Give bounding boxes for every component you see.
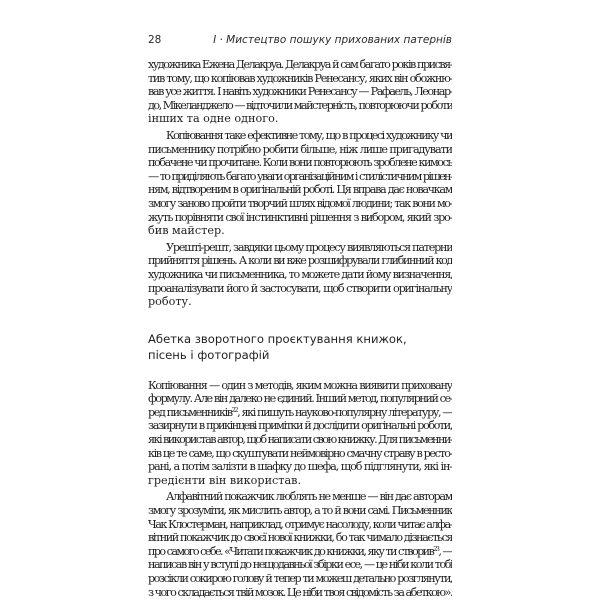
text-line: проаналізувати його й застосувати, щоб створити оригінальну <box>148 281 452 295</box>
text-line <box>148 545 452 559</box>
text-line: Чак Клостерман, наприклад, отримує насолоду, коли читає алфа- <box>148 517 452 531</box>
paragraph-4 <box>148 379 452 488</box>
text-line: прийняття рішень. А коли ви вже розшифрували глибинний код <box>148 254 452 268</box>
section-heading-line: пісень і фотографій <box>148 347 270 362</box>
footnote-ref: 23 <box>433 544 439 553</box>
footnote-ref: 22 <box>231 405 238 414</box>
text-line: ням, відтвореним в оригінальній роботі. Ця вправа дає новачкам <box>148 183 452 197</box>
text-line: з чого складається твій мозок. Це ніби твоя свідомість за абеткою». <box>148 585 452 599</box>
paragraph-2 <box>148 129 452 238</box>
text-line: художника чи письменника, то можете дати йому визначення, <box>148 267 452 281</box>
text-line: бив майстер. <box>148 224 225 238</box>
text-line <box>148 406 452 420</box>
paragraph-5 <box>148 490 452 599</box>
text-line: вав усе життя. І навіть художники Ренесансу — Рафаель, Леонар- <box>148 85 452 99</box>
running-title: І · Мистецтво пошуку прихованих патернів <box>213 34 452 46</box>
page-header <box>148 34 452 48</box>
paragraph-1 <box>148 58 452 126</box>
text-line: жуть порівняти свої інстинктивні рішення з вибором, який зро- <box>148 210 452 224</box>
text-line: побачене чи прочитане. Коли вони повторюють зроблене кимось <box>148 156 452 170</box>
text-line: Алфавітний покажчик люблять не менше — він дає авторам <box>166 490 452 504</box>
text-line: ків це те саме, що скуштувати неймовірно смачну страву в ресто- <box>148 446 452 460</box>
text-line: змогу заново пройти творчий шлях відомої людини; так вони мо- <box>148 196 452 210</box>
body-text <box>148 58 452 602</box>
text-line: Копіювання таке ефективне тому, що в процесі художнику чи <box>166 128 452 142</box>
text-line: роботу. <box>148 295 192 309</box>
text-line: тив тому, що копіював художників Ренесансу, яких він обожню- <box>148 71 452 85</box>
text-fragment: про самого себе. «Читати покажчик до книжки, яку ти створив <box>148 544 434 558</box>
text-line: написав він у вступі до нещодавньої збірки есе, — це ніби коли тобі <box>148 558 452 572</box>
text-line: зазирнути в прикінцеві примітки й дослідити оригінальні роботи, <box>148 419 452 433</box>
text-line: змогу зрозуміти, як мислить автор, а то й вони самі. Письменник <box>148 504 452 518</box>
text-line: Копіювання — один з методів, яким можна виявити приховану <box>148 378 452 392</box>
text-line: вітний покажчик до своєї нової книжки, бо так чимало дізнається <box>148 531 452 545</box>
text-line: рані, а потім залізти в шафку до шефа, щоб підглянути, які ін- <box>148 460 452 474</box>
text-line: гредієнти він використав. <box>148 473 302 487</box>
text-line: — то приділяють багато уваги організаційним і стилістичним рішен- <box>148 169 452 183</box>
text-fragment: ред письменників <box>148 405 232 419</box>
text-line: інших та одне одного. <box>148 112 279 126</box>
section-heading-line: Абетка зворотного проєктування книжок, <box>148 331 407 346</box>
text-line: які використав автор, щоб написати свою книжку. Для письменни- <box>148 433 452 447</box>
text-line: Урешті-решт, завдяки цьому процесу виявляються патерни <box>166 240 452 254</box>
text-fragment: , які пишуть науково-популярну літературу, — <box>237 405 452 419</box>
page-number: 28 <box>148 34 162 46</box>
text-fragment: , — <box>438 544 452 558</box>
text-line: до, Мікеланджело — відточили майстерність, повторюючи роботи <box>148 98 452 112</box>
paragraph-3 <box>148 241 452 309</box>
section-heading <box>148 331 452 363</box>
text-line: формулу. Але він далеко не єдиний. Інший метод, популярний се- <box>148 392 452 406</box>
text-line: художника Ежена Делакруа. Делакруа й сам багато років присвя- <box>148 58 452 71</box>
text-line: письменнику потрібно робити більше, ніж лише пригадувати <box>148 142 452 156</box>
text-line: розсікли сокирою голову й тепер ти можеш детально розглянути, <box>148 572 452 585</box>
